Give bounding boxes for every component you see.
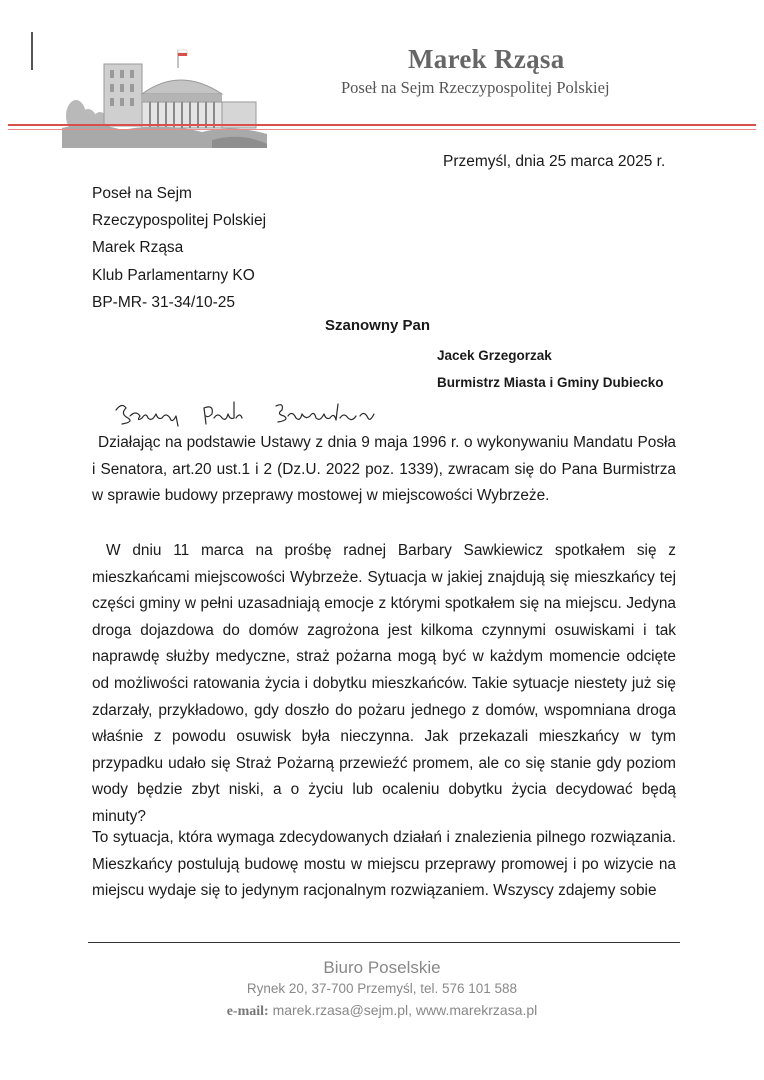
- sejm-building-icon: [62, 44, 272, 152]
- body-paragraph: To sytuacja, która wymaga zdecydowanych działań i znalezienia pilnego rozwiązania. Mieszkańcy postulują budowę mostu w miejscu przeprawy promowej i po wizycie na miejscu wydaje się to jedynym racjonalnym rozwiązaniem. Wszyscy zdajemy sobie: [92, 829, 676, 900]
- sender-line: Rzeczypospolitej Polskiej: [92, 212, 267, 230]
- letterhead-name: Marek Rząsa: [408, 44, 565, 74]
- greeting-title: Szanowny Pan: [325, 317, 431, 334]
- margin-mark: [31, 32, 33, 70]
- recipient-role: Burmistrz Miasta i Gminy Dubiecko: [437, 375, 664, 390]
- letterhead-rule: [8, 124, 756, 132]
- date-line: Przemyśl, dnia 25 marca 2025 r.: [443, 153, 666, 170]
- email-label: e-mail:: [226, 1004, 269, 1019]
- letterhead-subtitle: Poseł na Sejm Rzeczypospolitej Polskiej: [341, 78, 610, 97]
- footer-address: Rynek 20, 37-700 Przemyśl, tel. 576 101 588: [246, 981, 518, 996]
- footer-title: Biuro Poselskie: [323, 958, 441, 977]
- sender-line: Poseł na Sejm: [92, 185, 192, 202]
- sender-line: Klub Parlamentarny KO: [92, 266, 255, 284]
- reference-number: BP-MR- 31-34/10-25: [92, 293, 236, 311]
- body-paragraph: Działając na podstawie Ustawy z dnia 9 maja 1996 r. o wykonywaniu Mandatu Posła i Senatora, art.20 ust.1 i 2 (Dz.U. 2022 poz. 1339), zwracam się do Pana Burmistrza w sprawie budowy przeprawy mostowej w miejscowości Wybrzeże.: [92, 434, 676, 505]
- footer-contact: [0, 1002, 764, 1020]
- body-paragraph: W dniu 11 marca na prośbę radnej Barbary Sawkiewicz spotkałem się z mieszkańcami miejscowości Wybrzeże. Sytuacja w jakiej znajdują się mieszkańcy tej części gminy w pełni uzasadniają emocje z którymi spotkałem się na miejscu. Jedyna droga dojazdowa do domów zagrożona jest kilkoma czynnymi osuwiskami i tak naprawdę służby medyczne, straż pożarna mogą być w każdym momencie odcięte od możliwości ratowania życia i dobytku mieszkańców. Takie sytuacje niestety już się zdarzały, przykładowo, gdy doszło do pożaru jednego z domów, wspomniana droga właśnie z powodu osuwisk była nieczynna. Jak przekazali mieszkańcy w tym przypadku udało się Straż Pożarną przewieźć promem, ale co się stanie gdy poziom wody będzie zbyt niski, a o życiu lub ocaleniu dobytku życia decydować będą minuty?: [92, 542, 676, 825]
- sender-block: [92, 180, 266, 316]
- handwritten-salutation: [112, 396, 382, 432]
- email-value[interactable]: marek.rzasa@sejm.pl, www.marekrzasa.pl: [272, 1002, 538, 1018]
- footer-rule: [88, 942, 680, 943]
- recipient-name: Jacek Grzegorzak: [437, 348, 552, 363]
- sender-line: Marek Rząsa: [92, 239, 184, 257]
